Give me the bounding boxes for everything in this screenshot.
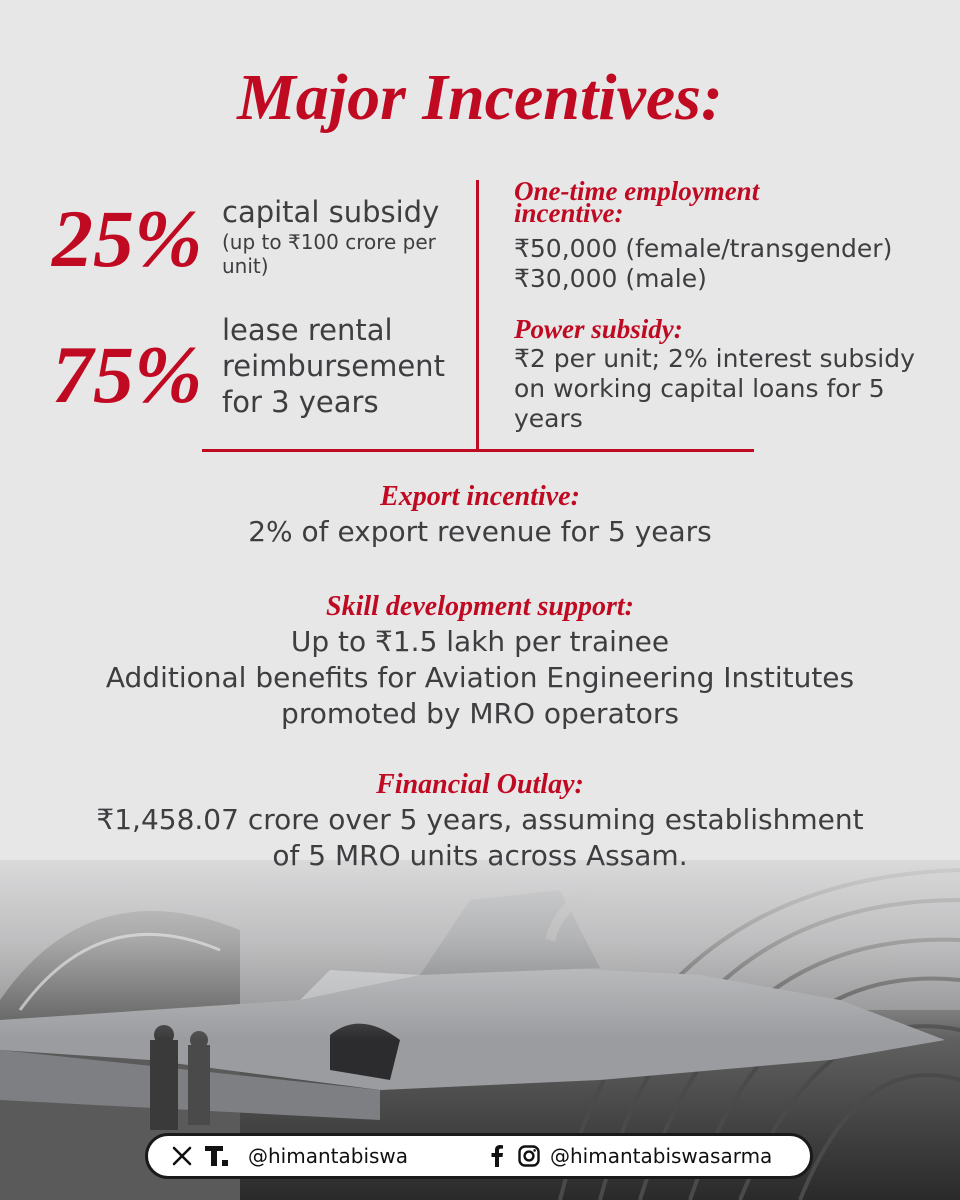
- skill-line-1: Up to ₹1.5 lakh per trainee: [290, 625, 670, 658]
- lease-rental-percent: 75%: [52, 329, 203, 420]
- employment-male-line: ₹30,000 (male): [514, 264, 707, 293]
- employment-incentive-heading: One-time employment incentive:: [514, 176, 760, 228]
- t-logo-icon[interactable]: [204, 1145, 230, 1167]
- page-title: Major Incentives:: [237, 61, 723, 134]
- power-subsidy-heading: Power subsidy:: [514, 314, 683, 344]
- horizontal-divider: [202, 449, 754, 452]
- facebook-icon[interactable]: [490, 1145, 504, 1167]
- handle-right[interactable]: @himantabiswasarma: [550, 1144, 773, 1168]
- skill-line-3: promoted by MRO operators: [281, 697, 679, 730]
- lease-rental-label: lease rental reimbursement for 3 years: [222, 313, 445, 419]
- outlay-line-2: of 5 MRO units across Assam.: [272, 839, 688, 872]
- employment-female-line: ₹50,000 (female/transgender): [514, 234, 893, 263]
- financial-outlay-heading: Financial Outlay:: [376, 769, 584, 800]
- export-incentive-heading: Export incentive:: [380, 481, 580, 512]
- employment-incentive-body: [514, 234, 934, 294]
- export-incentive-section: [0, 480, 960, 550]
- skill-development-heading: Skill development support:: [326, 591, 634, 622]
- outlay-line-1: ₹1,458.07 crore over 5 years, assuming establishment: [96, 803, 864, 836]
- instagram-icon[interactable]: [518, 1145, 540, 1167]
- capital-subsidy-label: capital subsidy: [222, 195, 440, 229]
- skill-development-section: [0, 590, 960, 732]
- capital-subsidy-note: (up to ₹100 crore per unit): [222, 230, 436, 278]
- skill-line-2: Additional benefits for Aviation Engineering Institutes: [105, 661, 855, 694]
- x-logo-icon[interactable]: [172, 1146, 192, 1166]
- capital-subsidy-percent: 25%: [52, 193, 203, 284]
- vertical-divider: [476, 180, 479, 452]
- financial-outlay-section: [0, 768, 960, 874]
- power-subsidy-body: ₹2 per unit; 2% interest subsidy on working capital loans for 5 years: [514, 344, 915, 433]
- export-incentive-body: 2% of export revenue for 5 years: [248, 515, 712, 548]
- social-footer-bar: [145, 1133, 813, 1179]
- handle-left[interactable]: @himantabiswa: [248, 1144, 409, 1168]
